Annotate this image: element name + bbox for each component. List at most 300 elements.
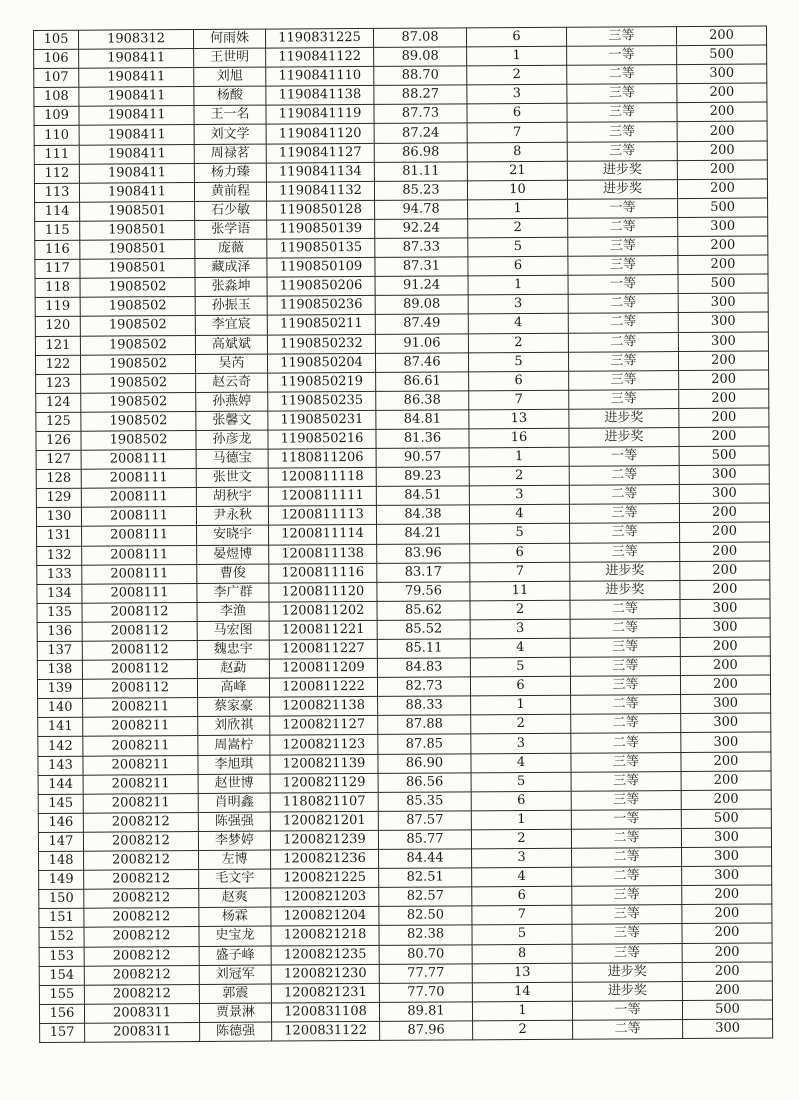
award-level-cell: 二等 — [571, 714, 681, 734]
class-rank-cell: 6 — [471, 791, 571, 811]
row-number-cell: 139 — [37, 679, 82, 698]
row-number-cell: 109 — [34, 107, 79, 126]
class-rank-cell: 5 — [468, 237, 568, 257]
student-name-cell: 赵爽 — [199, 888, 271, 908]
award-level-cell: 三等 — [570, 542, 680, 562]
score-cell: 84.51 — [376, 486, 469, 506]
class-rank-cell: 1 — [471, 810, 571, 830]
class-rank-cell: 6 — [468, 256, 568, 276]
class-code-cell: 1908501 — [80, 240, 195, 260]
award-amount-cell: 200 — [681, 790, 771, 810]
row-number-cell: 144 — [38, 775, 83, 794]
row-number-cell: 111 — [34, 145, 79, 164]
class-code-cell: 1908502 — [80, 316, 195, 336]
student-name-cell: 曹俊 — [197, 564, 269, 584]
award-amount-cell: 200 — [680, 637, 770, 657]
score-cell: 87.24 — [374, 123, 467, 143]
class-rank-cell: 7 — [467, 123, 567, 143]
row-number-cell: 121 — [35, 336, 80, 355]
student-id-cell: 1190850235 — [268, 391, 376, 411]
award-level-cell: 三等 — [572, 905, 682, 925]
score-cell: 87.08 — [373, 28, 466, 48]
class-rank-cell: 2 — [468, 218, 568, 238]
class-code-cell: 1908501 — [80, 259, 195, 279]
student-id-cell: 1200821239 — [270, 830, 378, 850]
class-code-cell: 2008212 — [83, 812, 198, 832]
award-amount-cell: 300 — [682, 866, 772, 886]
score-cell: 85.11 — [377, 639, 470, 659]
student-id-cell: 1200831122 — [272, 1021, 380, 1041]
student-name-cell: 杨力臻 — [194, 163, 266, 183]
award-level-cell: 二等 — [568, 294, 678, 314]
student-id-cell: 1180821107 — [270, 792, 378, 812]
class-code-cell: 2008112 — [82, 602, 197, 622]
class-rank-cell: 4 — [471, 753, 571, 773]
student-name-cell: 郭震 — [199, 984, 271, 1004]
student-name-cell: 李旭琪 — [198, 755, 270, 775]
row-number-cell: 134 — [37, 584, 82, 603]
class-rank-cell: 16 — [469, 428, 569, 448]
student-name-cell: 李渔 — [197, 602, 269, 622]
student-id-cell: 1190850128 — [267, 200, 375, 220]
score-cell: 85.52 — [377, 620, 470, 640]
student-id-cell: 1190850236 — [267, 296, 375, 316]
student-name-cell: 刘冠军 — [199, 965, 271, 985]
class-code-cell: 2008212 — [84, 851, 199, 871]
row-number-cell: 119 — [35, 298, 80, 317]
class-rank-cell: 10 — [467, 180, 567, 200]
student-name-cell: 贾景淋 — [199, 1003, 271, 1023]
row-number-cell: 105 — [34, 30, 79, 49]
class-code-cell: 1908502 — [81, 392, 196, 412]
student-id-cell: 1190841122 — [266, 48, 374, 68]
row-number-cell: 130 — [36, 508, 81, 527]
class-rank-cell: 1 — [472, 1001, 572, 1021]
award-amount-cell: 200 — [682, 923, 772, 943]
row-number-cell: 114 — [35, 202, 80, 221]
row-number-cell: 153 — [39, 947, 84, 966]
student-name-cell: 安晓宇 — [197, 526, 269, 546]
student-id-cell: 1200811114 — [269, 525, 377, 545]
student-id-cell: 1200811222 — [269, 678, 377, 698]
award-level-cell: 一等 — [572, 1000, 682, 1020]
class-rank-cell: 14 — [472, 982, 572, 1002]
score-cell: 85.62 — [377, 601, 470, 621]
award-amount-cell: 200 — [682, 943, 772, 963]
student-id-cell: 1190841127 — [266, 143, 374, 163]
score-cell: 83.96 — [377, 543, 470, 563]
award-level-cell: 一等 — [568, 275, 678, 295]
score-cell: 77.77 — [379, 963, 472, 983]
award-amount-cell: 300 — [679, 465, 769, 485]
score-cell: 89.81 — [379, 1002, 472, 1022]
award-amount-cell: 300 — [683, 1019, 773, 1039]
class-code-cell: 1908411 — [79, 182, 194, 202]
student-id-cell: 1190850204 — [267, 353, 375, 373]
student-name-cell: 杨酸 — [194, 86, 266, 106]
award-amount-cell: 200 — [680, 561, 770, 581]
award-amount-cell: 200 — [676, 26, 766, 46]
student-name-cell: 尹永秋 — [196, 506, 268, 526]
student-id-cell: 1200811202 — [269, 601, 377, 621]
score-cell: 80.70 — [379, 944, 472, 964]
student-name-cell: 陈德强 — [200, 1022, 272, 1042]
award-amount-cell: 200 — [680, 542, 770, 562]
student-name-cell: 陈强强 — [198, 812, 270, 832]
class-code-cell: 2008311 — [85, 1022, 200, 1042]
award-level-cell: 进步奖 — [569, 408, 679, 428]
row-number-cell: 136 — [37, 622, 82, 641]
award-level-cell: 二等 — [570, 618, 680, 638]
class-code-cell: 1908502 — [81, 430, 196, 450]
class-code-cell: 1908501 — [80, 201, 195, 221]
class-code-cell: 1908502 — [81, 411, 196, 431]
row-number-cell: 157 — [40, 1023, 85, 1042]
award-level-cell: 三等 — [568, 351, 678, 371]
student-id-cell: 1200821123 — [270, 735, 378, 755]
class-code-cell: 2008212 — [84, 946, 199, 966]
student-name-cell: 高斌斌 — [195, 335, 267, 355]
award-amount-cell: 200 — [680, 675, 770, 695]
student-id-cell: 1200821231 — [271, 983, 379, 1003]
score-cell: 86.90 — [378, 753, 471, 773]
award-amount-cell: 300 — [678, 217, 768, 237]
table-body — [34, 26, 773, 1042]
student-name-cell: 晏煜博 — [197, 545, 269, 565]
class-rank-cell: 7 — [472, 906, 572, 926]
score-cell: 79.56 — [377, 582, 470, 602]
award-level-cell: 进步奖 — [569, 428, 679, 448]
award-amount-cell: 200 — [680, 522, 770, 542]
row-number-cell: 145 — [38, 794, 83, 813]
student-id-cell: 1200811113 — [268, 506, 376, 526]
award-amount-cell: 200 — [682, 981, 772, 1001]
award-amount-cell: 500 — [678, 274, 768, 294]
student-name-cell: 蔡家豪 — [198, 697, 270, 717]
class-code-cell: 2008211 — [83, 755, 198, 775]
award-amount-cell: 200 — [682, 885, 772, 905]
award-amount-cell: 200 — [677, 121, 767, 141]
student-name-cell: 张馨文 — [196, 411, 268, 431]
score-cell: 86.98 — [374, 142, 467, 162]
row-number-cell: 133 — [37, 565, 82, 584]
award-amount-cell: 200 — [678, 351, 768, 371]
student-name-cell: 盛子峰 — [199, 946, 271, 966]
score-cell: 84.81 — [376, 410, 469, 430]
student-name-cell: 赵世博 — [198, 774, 270, 794]
class-code-cell: 2008111 — [82, 583, 197, 603]
row-number-cell: 132 — [37, 546, 82, 565]
student-id-cell: 1190841138 — [266, 86, 374, 106]
row-number-cell: 143 — [38, 756, 83, 775]
class-rank-cell: 2 — [473, 1020, 573, 1040]
student-id-cell: 1190850109 — [267, 258, 375, 278]
class-rank-cell: 1 — [468, 199, 568, 219]
score-cell: 88.70 — [374, 66, 467, 86]
award-level-cell: 进步奖 — [570, 580, 680, 600]
class-code-cell: 1908411 — [79, 125, 194, 145]
class-rank-cell: 1 — [467, 46, 567, 66]
award-amount-cell: 200 — [679, 503, 769, 523]
class-rank-cell: 6 — [470, 543, 570, 563]
class-rank-cell: 3 — [471, 734, 571, 754]
row-number-cell: 152 — [39, 928, 84, 947]
student-id-cell: 1200831108 — [271, 1002, 379, 1022]
award-level-cell: 三等 — [571, 752, 681, 772]
award-amount-cell: 300 — [678, 312, 768, 332]
score-cell: 82.38 — [379, 925, 472, 945]
class-rank-cell: 8 — [467, 142, 567, 162]
award-level-cell: 二等 — [571, 733, 681, 753]
student-name-cell: 张淼坤 — [195, 277, 267, 297]
class-rank-cell: 3 — [472, 848, 572, 868]
class-code-cell: 2008112 — [82, 679, 197, 699]
award-amount-cell: 300 — [679, 484, 769, 504]
score-cell: 87.88 — [378, 715, 471, 735]
score-cell: 77.70 — [379, 983, 472, 1003]
award-level-cell: 三等 — [567, 103, 677, 123]
student-id-cell: 1190850219 — [268, 372, 376, 392]
award-amount-cell: 500 — [679, 446, 769, 466]
student-id-cell: 1200821201 — [270, 811, 378, 831]
award-amount-cell: 200 — [679, 408, 769, 428]
class-rank-cell: 4 — [472, 867, 572, 887]
row-number-cell: 124 — [36, 393, 81, 412]
student-id-cell: 1190841132 — [266, 181, 374, 201]
class-rank-cell: 6 — [466, 27, 566, 47]
class-code-cell: 2008212 — [84, 889, 199, 909]
student-name-cell: 张学语 — [195, 220, 267, 240]
score-cell: 81.11 — [374, 162, 467, 182]
row-number-cell: 116 — [35, 240, 80, 259]
student-name-cell: 马宏图 — [197, 621, 269, 641]
student-id-cell: 1200811227 — [269, 639, 377, 659]
student-id-cell: 1200821127 — [270, 716, 378, 736]
student-id-cell: 1200821129 — [270, 773, 378, 793]
score-cell: 84.21 — [377, 524, 470, 544]
class-rank-cell: 6 — [467, 104, 567, 124]
award-level-cell: 进步奖 — [570, 561, 680, 581]
award-level-cell: 一等 — [567, 46, 677, 66]
class-rank-cell: 21 — [467, 161, 567, 181]
score-cell: 85.77 — [378, 830, 471, 850]
class-code-cell: 1908502 — [80, 335, 195, 355]
student-name-cell: 胡秋宇 — [196, 487, 268, 507]
class-rank-cell: 3 — [468, 295, 568, 315]
student-name-cell: 马德宝 — [196, 449, 268, 469]
row-number-cell: 149 — [39, 870, 84, 889]
class-code-cell: 1908312 — [79, 30, 194, 50]
row-number-cell: 115 — [35, 221, 80, 240]
row-number-cell: 151 — [39, 909, 84, 928]
class-code-cell: 2008212 — [83, 831, 198, 851]
award-amount-cell: 500 — [678, 198, 768, 218]
score-cell: 88.33 — [378, 696, 471, 716]
award-amount-cell: 200 — [677, 141, 767, 161]
score-cell: 87.33 — [375, 238, 468, 258]
class-rank-cell: 7 — [469, 390, 569, 410]
row-number-cell: 126 — [36, 431, 81, 450]
award-level-cell: 三等 — [569, 389, 679, 409]
student-id-cell: 1190831225 — [265, 28, 373, 48]
award-level-cell: 二等 — [572, 867, 682, 887]
score-cell: 91.06 — [375, 333, 468, 353]
score-cell: 87.46 — [375, 352, 468, 372]
score-cell: 85.23 — [374, 181, 467, 201]
student-name-cell: 肖明鑫 — [198, 793, 270, 813]
student-id-cell: 1200811116 — [269, 563, 377, 583]
award-amount-cell: 300 — [681, 828, 771, 848]
award-level-cell: 二等 — [569, 485, 679, 505]
award-amount-cell: 200 — [681, 771, 771, 791]
award-amount-cell: 500 — [682, 1000, 772, 1020]
class-rank-cell: 2 — [469, 466, 569, 486]
student-id-cell: 1190850231 — [268, 410, 376, 430]
award-level-cell: 三等 — [569, 504, 679, 524]
row-number-cell: 141 — [38, 718, 83, 737]
class-rank-cell: 4 — [469, 505, 569, 525]
class-rank-cell: 6 — [472, 886, 572, 906]
award-level-cell: 进步奖 — [567, 179, 677, 199]
student-id-cell: 1200821139 — [270, 754, 378, 774]
row-number-cell: 107 — [34, 68, 79, 87]
row-number-cell: 118 — [35, 278, 80, 297]
award-amount-cell: 500 — [681, 809, 771, 829]
award-level-cell: 三等 — [568, 256, 678, 276]
score-cell: 85.35 — [378, 792, 471, 812]
row-number-cell: 137 — [37, 641, 82, 660]
score-cell: 87.57 — [378, 811, 471, 831]
student-name-cell: 史宝龙 — [199, 926, 271, 946]
class-rank-cell: 5 — [472, 925, 572, 945]
score-cell: 87.31 — [375, 257, 468, 277]
student-id-cell: 1200811209 — [269, 659, 377, 679]
award-level-cell: 三等 — [567, 122, 677, 142]
row-number-cell: 122 — [35, 355, 80, 374]
class-code-cell: 1908411 — [79, 163, 194, 183]
row-number-cell: 112 — [34, 164, 79, 183]
award-level-cell: 一等 — [569, 447, 679, 467]
award-amount-cell: 300 — [680, 618, 770, 638]
student-name-cell: 李宜宸 — [195, 315, 267, 335]
class-rank-cell: 8 — [472, 944, 572, 964]
class-code-cell: 1908501 — [80, 220, 195, 240]
row-number-cell: 156 — [39, 1004, 84, 1023]
scholarship-table — [33, 26, 773, 1043]
class-rank-cell: 1 — [471, 696, 571, 716]
class-code-cell: 1908502 — [80, 278, 195, 298]
class-code-cell: 2008111 — [81, 450, 196, 470]
class-rank-cell: 1 — [468, 275, 568, 295]
award-level-cell: 二等 — [569, 466, 679, 486]
award-level-cell: 一等 — [568, 198, 678, 218]
score-cell: 86.56 — [378, 772, 471, 792]
class-rank-cell: 5 — [470, 524, 570, 544]
student-id-cell: 1190841134 — [266, 162, 374, 182]
student-name-cell: 左博 — [199, 850, 271, 870]
student-name-cell: 刘文学 — [194, 125, 266, 145]
student-id-cell: 1200821235 — [271, 945, 379, 965]
student-name-cell: 藏成泽 — [195, 258, 267, 278]
award-amount-cell: 200 — [679, 370, 769, 390]
class-rank-cell: 2 — [471, 715, 571, 735]
award-level-cell: 进步奖 — [567, 160, 677, 180]
row-number-cell: 142 — [38, 737, 83, 756]
class-code-cell: 2008111 — [82, 564, 197, 584]
class-code-cell: 2008311 — [84, 1003, 199, 1023]
score-cell: 91.24 — [375, 276, 468, 296]
class-code-cell: 2008212 — [84, 870, 199, 890]
class-code-cell: 2008111 — [82, 526, 197, 546]
class-code-cell: 2008111 — [81, 488, 196, 508]
award-amount-cell: 200 — [678, 255, 768, 275]
score-cell: 89.08 — [375, 295, 468, 315]
student-id-cell: 1200821236 — [271, 849, 379, 869]
class-rank-cell: 13 — [469, 409, 569, 429]
student-name-cell: 孙燕婷 — [196, 392, 268, 412]
award-level-cell: 一等 — [571, 809, 681, 829]
student-id-cell: 1190841120 — [266, 124, 374, 144]
student-id-cell: 1190850139 — [267, 219, 375, 239]
score-cell: 87.73 — [374, 104, 467, 124]
award-amount-cell: 200 — [677, 160, 767, 180]
score-cell: 87.49 — [375, 314, 468, 334]
award-amount-cell: 200 — [677, 102, 767, 122]
student-name-cell: 刘欣祺 — [198, 716, 270, 736]
student-name-cell: 吴芮 — [195, 354, 267, 374]
student-name-cell: 高峰 — [197, 678, 269, 698]
class-rank-cell: 6 — [470, 676, 570, 696]
student-id-cell: 1190850216 — [268, 429, 376, 449]
award-level-cell: 二等 — [571, 695, 681, 715]
row-number-cell: 125 — [36, 412, 81, 431]
award-amount-cell: 200 — [680, 656, 770, 676]
score-cell: 89.23 — [376, 467, 469, 487]
row-number-cell: 150 — [39, 889, 84, 908]
score-cell: 90.57 — [376, 448, 469, 468]
class-rank-cell: 5 — [468, 352, 568, 372]
row-number-cell: 113 — [34, 183, 79, 202]
class-rank-cell: 4 — [468, 314, 568, 334]
class-code-cell: 2008211 — [83, 698, 198, 718]
class-code-cell: 2008211 — [83, 774, 198, 794]
row-number-cell: 123 — [36, 374, 81, 393]
student-id-cell: 1190850206 — [267, 277, 375, 297]
student-id-cell: 1200811111 — [268, 487, 376, 507]
award-amount-cell: 300 — [681, 694, 771, 714]
award-amount-cell: 200 — [681, 752, 771, 772]
class-code-cell: 1908411 — [79, 106, 194, 126]
class-code-cell: 2008212 — [84, 984, 199, 1004]
award-level-cell: 二等 — [568, 332, 678, 352]
student-name-cell: 毛文宇 — [199, 869, 271, 889]
class-rank-cell: 5 — [470, 657, 570, 677]
class-code-cell: 1908411 — [79, 144, 194, 164]
score-cell: 88.27 — [374, 85, 467, 105]
class-code-cell: 2008112 — [82, 641, 197, 661]
score-cell: 84.44 — [379, 849, 472, 869]
row-number-cell: 155 — [39, 985, 84, 1004]
class-code-cell: 1908502 — [80, 297, 195, 317]
award-level-cell: 进步奖 — [572, 962, 682, 982]
student-id-cell: 1200811120 — [269, 582, 377, 602]
class-code-cell: 2008212 — [84, 927, 199, 947]
award-level-cell: 二等 — [571, 828, 681, 848]
award-level-cell: 三等 — [569, 370, 679, 390]
award-level-cell: 三等 — [570, 657, 680, 677]
award-amount-cell: 300 — [677, 64, 767, 84]
award-level-cell: 三等 — [571, 771, 681, 791]
